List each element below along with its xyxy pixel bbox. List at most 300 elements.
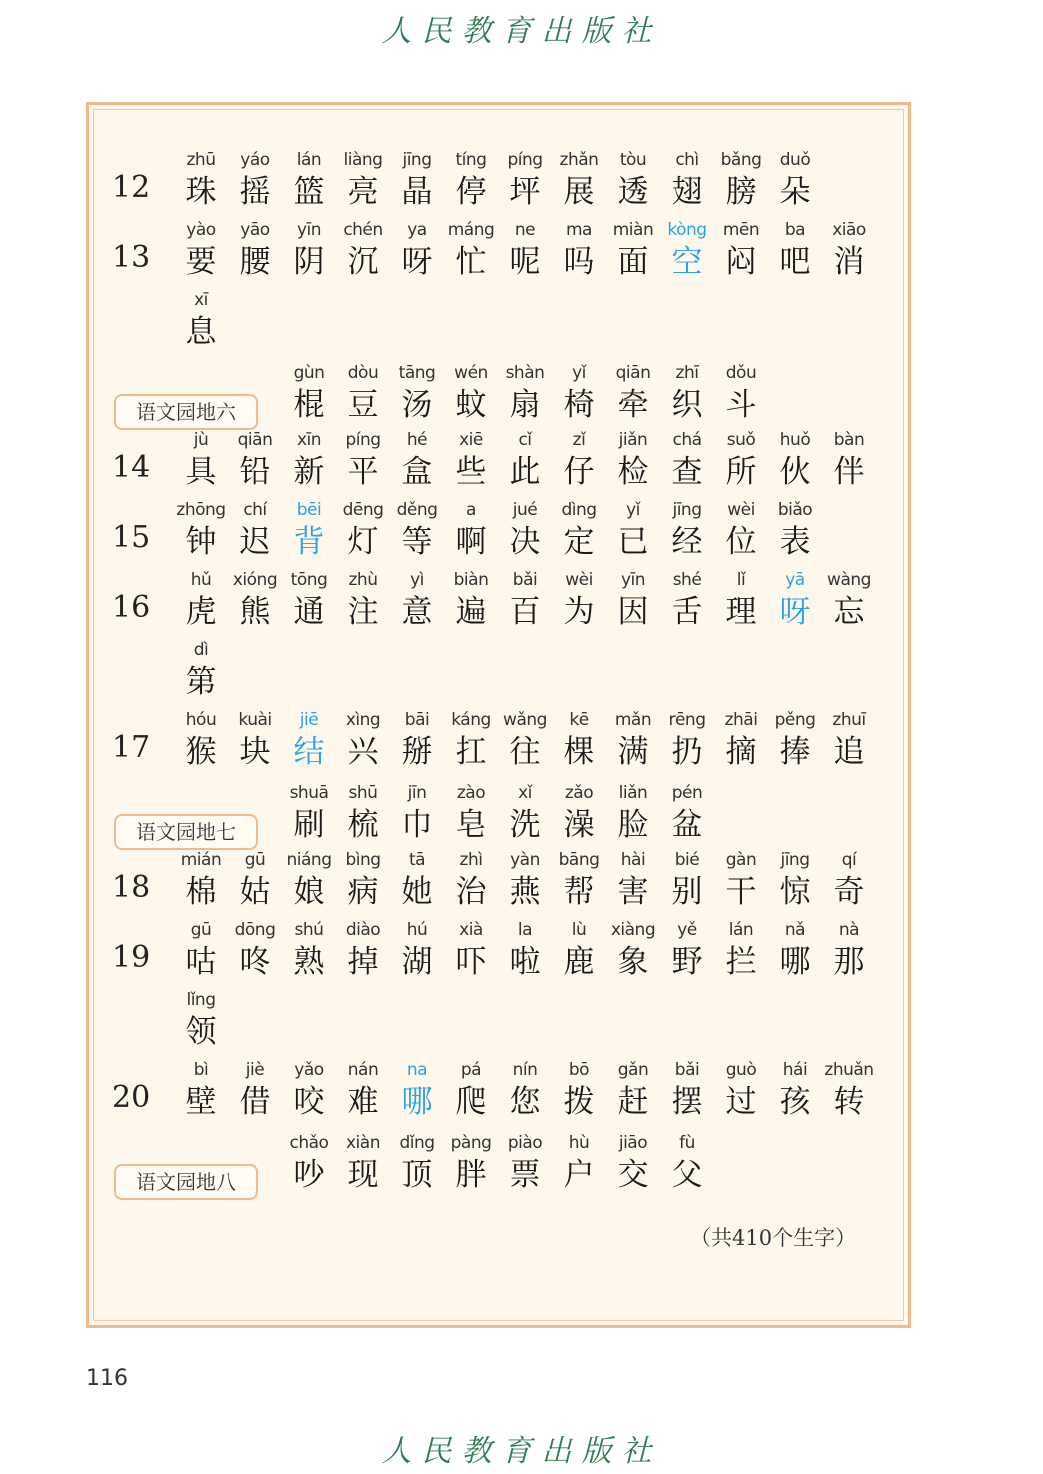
hanzi: 伙	[779, 454, 811, 490]
pinyin: ne	[514, 220, 536, 240]
char-cell	[822, 918, 876, 982]
char-cell	[228, 218, 282, 282]
pinyin: xìng	[345, 710, 381, 730]
hanzi: 咬	[293, 1084, 325, 1120]
char-cell	[336, 781, 390, 845]
pinyin: zǎo	[564, 783, 594, 803]
char-cell	[606, 218, 660, 282]
hanzi: 扛	[455, 734, 487, 770]
char-cell	[390, 568, 444, 632]
pinyin: yě	[677, 920, 697, 940]
char-cell	[714, 428, 768, 492]
char-cell	[498, 568, 552, 632]
char-cell	[714, 848, 768, 912]
char-cell	[660, 1058, 714, 1122]
hanzi: 停	[455, 174, 487, 210]
pinyin: qí	[841, 850, 857, 870]
lesson-row	[0, 848, 1043, 918]
hanzi: 块	[239, 734, 271, 770]
pinyin: wàng	[827, 570, 871, 590]
char-cell	[390, 708, 444, 772]
pinyin: diào	[345, 920, 381, 940]
hanzi: 您	[509, 1084, 541, 1120]
char-cell	[444, 361, 498, 425]
hanzi: 那	[833, 944, 865, 980]
pinyin: hǔ	[190, 570, 212, 590]
hanzi: 梳	[347, 807, 379, 843]
char-cell	[822, 1058, 876, 1122]
hanzi: 野	[671, 944, 703, 980]
char-cell	[282, 918, 336, 982]
char-cell	[282, 568, 336, 632]
char-cell	[660, 781, 714, 845]
pinyin: la	[517, 920, 533, 940]
pinyin: zhǎn	[559, 150, 599, 170]
hanzi: 阴	[293, 244, 325, 280]
char-cell	[174, 1058, 228, 1122]
hanzi: 遍	[455, 594, 487, 630]
pinyin: pàng	[450, 1133, 492, 1153]
char-cell	[552, 1131, 606, 1195]
hanzi: 拨	[563, 1084, 595, 1120]
char-cell	[606, 848, 660, 912]
char-cell	[282, 1131, 336, 1195]
pinyin: miàn	[612, 220, 654, 240]
hanzi: 娘	[293, 874, 325, 910]
hanzi: 啦	[509, 944, 541, 980]
char-cell	[498, 1058, 552, 1122]
pinyin: jiǎn	[618, 430, 648, 450]
pinyin: bāng	[558, 850, 600, 870]
char-cell	[660, 218, 714, 282]
hanzi: 摘	[725, 734, 757, 770]
pinyin: dǐng	[399, 1133, 435, 1153]
hanzi: 膀	[725, 174, 757, 210]
pinyin: máng	[447, 220, 495, 240]
char-cell	[228, 148, 282, 212]
pinyin: xǐ	[518, 783, 532, 803]
char-cell	[660, 918, 714, 982]
pinyin: nín	[512, 1060, 538, 1080]
char-cell	[606, 148, 660, 212]
pinyin: chén	[343, 220, 383, 240]
char-cell	[552, 361, 606, 425]
hanzi: 帮	[563, 874, 595, 910]
hanzi: 腰	[239, 244, 271, 280]
char-cell	[606, 708, 660, 772]
pinyin: yǐ	[626, 500, 640, 520]
pinyin: dōng	[234, 920, 276, 940]
char-cell	[768, 148, 822, 212]
hanzi: 展	[563, 174, 595, 210]
char-cell	[228, 848, 282, 912]
hanzi: 铅	[239, 454, 271, 490]
hanzi: 借	[239, 1084, 271, 1120]
hanzi: 澡	[563, 807, 595, 843]
char-cell	[714, 218, 768, 282]
pinyin: nǎ	[784, 920, 806, 940]
hanzi: 难	[347, 1084, 379, 1120]
pinyin: pěng	[774, 710, 816, 730]
char-cell	[606, 781, 660, 845]
hanzi: 忙	[455, 244, 487, 280]
char-cell	[282, 148, 336, 212]
char-cell	[714, 918, 768, 982]
pinyin: kē	[569, 710, 589, 730]
pinyin: lù	[571, 920, 587, 940]
hanzi: 透	[617, 174, 649, 210]
hanzi: 决	[509, 524, 541, 560]
pinyin: xiāo	[832, 220, 866, 240]
hanzi: 扔	[671, 734, 703, 770]
char-cell	[498, 848, 552, 912]
char-cell	[660, 498, 714, 562]
pinyin: chí	[243, 500, 267, 520]
hanzi: 顶	[401, 1157, 433, 1193]
char-cell	[660, 568, 714, 632]
pinyin: zhū	[186, 150, 216, 170]
hanzi: 背	[293, 524, 325, 560]
char-cell	[660, 1131, 714, 1195]
hanzi: 姑	[239, 874, 271, 910]
pinyin: dǒu	[725, 363, 757, 383]
pinyin: nà	[838, 920, 860, 940]
pinyin: jiāo	[618, 1133, 648, 1153]
char-cell	[606, 361, 660, 425]
pinyin: dìng	[561, 500, 597, 520]
char-cell	[174, 148, 228, 212]
pinyin: jiè	[245, 1060, 265, 1080]
pinyin: shú	[294, 920, 324, 940]
hanzi: 别	[671, 874, 703, 910]
hanzi: 转	[833, 1084, 865, 1120]
char-cell	[282, 1058, 336, 1122]
char-cell	[768, 708, 822, 772]
char-cell	[174, 568, 228, 632]
hanzi: 翅	[671, 174, 703, 210]
pinyin: qiān	[615, 363, 651, 383]
hanzi: 虎	[185, 594, 217, 630]
pinyin: niáng	[286, 850, 332, 870]
hanzi: 亮	[347, 174, 379, 210]
pinyin: shuā	[289, 783, 329, 803]
pinyin: yào	[186, 220, 216, 240]
char-cell	[768, 918, 822, 982]
hanzi: 忘	[833, 594, 865, 630]
pinyin: zhāi	[724, 710, 758, 730]
hanzi: 些	[455, 454, 487, 490]
hanzi: 惊	[779, 874, 811, 910]
pinyin: zǐ	[572, 430, 586, 450]
garden-row	[0, 361, 1043, 431]
char-cell	[336, 498, 390, 562]
pinyin: chì	[675, 150, 699, 170]
char-cell	[660, 148, 714, 212]
pinyin: bìng	[345, 850, 381, 870]
pinyin: hóu	[185, 710, 217, 730]
hanzi: 赶	[617, 1084, 649, 1120]
hanzi: 拦	[725, 944, 757, 980]
char-cell	[174, 848, 228, 912]
pinyin: píng	[345, 430, 381, 450]
char-cell	[498, 708, 552, 772]
char-cell	[174, 288, 228, 352]
hanzi: 朵	[779, 174, 811, 210]
char-cell	[444, 148, 498, 212]
hanzi: 意	[401, 594, 433, 630]
pinyin: bǎi	[674, 1060, 700, 1080]
pinyin: ya	[407, 220, 427, 240]
char-cell	[390, 848, 444, 912]
pinyin: gùn	[293, 363, 325, 383]
char-cell	[606, 428, 660, 492]
pinyin: mēn	[722, 220, 760, 240]
hanzi: 平	[347, 454, 379, 490]
lesson-row	[0, 428, 1043, 498]
pinyin: yā	[785, 570, 805, 590]
publisher-watermark-top: 人民教育出版社	[381, 14, 662, 49]
hanzi: 巾	[401, 807, 433, 843]
char-cell	[498, 218, 552, 282]
hanzi: 豆	[347, 387, 379, 423]
pinyin: lǐng	[186, 990, 216, 1010]
pinyin: yáo	[240, 150, 270, 170]
char-cell	[282, 781, 336, 845]
garden-label: 语文园地六	[114, 394, 258, 430]
pinyin: hé	[406, 430, 428, 450]
pinyin: yīn	[620, 570, 646, 590]
pinyin: liàng	[343, 150, 383, 170]
lesson-number: 15	[112, 520, 151, 555]
char-cell	[336, 1058, 390, 1122]
hanzi: 脸	[617, 807, 649, 843]
hanzi: 具	[185, 454, 217, 490]
pinyin: qiān	[237, 430, 273, 450]
hanzi: 为	[563, 594, 595, 630]
hanzi: 伴	[833, 454, 865, 490]
pinyin: xià	[459, 920, 483, 940]
hanzi: 百	[509, 594, 541, 630]
pinyin: zhù	[348, 570, 378, 590]
char-cell	[390, 428, 444, 492]
hanzi: 灯	[347, 524, 379, 560]
char-cell	[552, 918, 606, 982]
hanzi: 汤	[401, 387, 433, 423]
hanzi: 追	[833, 734, 865, 770]
char-cell	[336, 148, 390, 212]
hanzi: 哪	[401, 1084, 433, 1120]
char-cell	[390, 1131, 444, 1195]
hanzi: 舌	[671, 594, 703, 630]
hanzi: 已	[617, 524, 649, 560]
pinyin: gǎn	[617, 1060, 649, 1080]
hanzi: 棉	[185, 874, 217, 910]
hanzi: 咚	[239, 944, 271, 980]
pinyin: tōng	[290, 570, 328, 590]
char-cell	[822, 708, 876, 772]
pinyin: a	[466, 500, 476, 520]
pinyin: zhī	[675, 363, 699, 383]
pinyin: fù	[679, 1133, 695, 1153]
hanzi: 理	[725, 594, 757, 630]
pinyin: biàn	[453, 570, 489, 590]
char-cell	[714, 708, 768, 772]
char-cell	[768, 848, 822, 912]
hanzi: 经	[671, 524, 703, 560]
hanzi: 呀	[779, 594, 811, 630]
hanzi: 往	[509, 734, 541, 770]
hanzi: 掰	[401, 734, 433, 770]
char-cell	[606, 1058, 660, 1122]
hanzi: 现	[347, 1157, 379, 1193]
char-cell	[498, 1131, 552, 1195]
pinyin: bì	[193, 1060, 209, 1080]
lesson-row	[0, 148, 1043, 218]
hanzi: 晶	[401, 174, 433, 210]
pinyin: nán	[347, 1060, 379, 1080]
pinyin: jiē	[299, 710, 319, 730]
char-cell	[822, 428, 876, 492]
pinyin: yàn	[510, 850, 540, 870]
char-cell	[606, 918, 660, 982]
total-characters-note: （共410个生字）	[690, 1226, 857, 1250]
char-cell	[444, 428, 498, 492]
char-cell	[552, 568, 606, 632]
char-cell	[336, 848, 390, 912]
garden-row	[0, 781, 1043, 851]
pinyin: wén	[454, 363, 488, 383]
hanzi: 咕	[185, 944, 217, 980]
char-cell	[552, 498, 606, 562]
char-cell	[390, 498, 444, 562]
char-cell	[390, 148, 444, 212]
pinyin: jué	[512, 500, 538, 520]
pinyin: bēi	[296, 500, 322, 520]
hanzi: 新	[293, 454, 325, 490]
hanzi: 织	[671, 387, 703, 423]
pinyin: bié	[674, 850, 700, 870]
hanzi: 皂	[455, 807, 487, 843]
pinyin: xī	[194, 290, 208, 310]
hanzi: 坪	[509, 174, 541, 210]
hanzi: 空	[671, 244, 703, 280]
pinyin: gàn	[725, 850, 757, 870]
pinyin: xiàng	[610, 920, 656, 940]
hanzi: 熟	[293, 944, 325, 980]
char-cell	[390, 218, 444, 282]
pinyin: hù	[568, 1133, 590, 1153]
hanzi: 珠	[185, 174, 217, 210]
char-cell	[552, 848, 606, 912]
lesson-row	[0, 708, 1043, 778]
pinyin: rēng	[668, 710, 706, 730]
char-cell	[174, 638, 228, 702]
char-cell	[228, 568, 282, 632]
pinyin: na	[406, 1060, 428, 1080]
char-cell	[714, 361, 768, 425]
pinyin: xiē	[459, 430, 483, 450]
hanzi: 吓	[455, 944, 487, 980]
pinyin: duǒ	[779, 150, 811, 170]
publisher-watermark-bottom: 人民教育出版社	[381, 1434, 662, 1469]
char-cell	[282, 218, 336, 282]
hanzi: 要	[185, 244, 217, 280]
char-cell	[444, 1131, 498, 1195]
char-cell	[552, 218, 606, 282]
char-cell	[336, 568, 390, 632]
char-cell	[390, 361, 444, 425]
char-cell	[390, 781, 444, 845]
pinyin: jīng	[402, 150, 432, 170]
char-cell	[660, 848, 714, 912]
char-cell	[822, 568, 876, 632]
char-cell	[282, 498, 336, 562]
char-cell	[606, 1131, 660, 1195]
lesson-row	[0, 568, 1043, 638]
pinyin: jīn	[407, 783, 427, 803]
pinyin: bǎng	[720, 150, 762, 170]
pinyin: xiàn	[346, 1133, 380, 1153]
pinyin: liǎn	[618, 783, 648, 803]
pinyin: dēng	[342, 500, 384, 520]
pinyin: xīn	[296, 430, 322, 450]
pinyin: bāi	[404, 710, 430, 730]
lesson-row	[0, 988, 1043, 1058]
char-cell	[228, 428, 282, 492]
pinyin: wèi	[727, 500, 755, 520]
char-cell	[282, 361, 336, 425]
pinyin: tíng	[455, 150, 487, 170]
hanzi: 票	[509, 1157, 541, 1193]
char-cell	[552, 428, 606, 492]
hanzi: 孩	[779, 1084, 811, 1120]
char-cell	[174, 218, 228, 282]
pinyin: lán	[728, 920, 754, 940]
pinyin: suǒ	[726, 430, 756, 450]
pinyin: gū	[244, 850, 266, 870]
hanzi: 摇	[239, 174, 271, 210]
pinyin: gū	[190, 920, 212, 940]
hanzi: 斗	[725, 387, 757, 423]
hanzi: 扇	[509, 387, 541, 423]
hanzi: 此	[509, 454, 541, 490]
hanzi: 吵	[293, 1157, 325, 1193]
pinyin: piào	[507, 1133, 543, 1153]
hanzi: 闷	[725, 244, 757, 280]
char-cell	[444, 918, 498, 982]
hanzi: 呢	[509, 244, 541, 280]
hanzi: 奇	[833, 874, 865, 910]
hanzi: 象	[617, 944, 649, 980]
hanzi: 仔	[563, 454, 595, 490]
hanzi: 消	[833, 244, 865, 280]
pinyin: hài	[620, 850, 646, 870]
lesson-row	[0, 1058, 1043, 1128]
pinyin: zhōng	[176, 500, 226, 520]
hanzi: 刷	[293, 807, 325, 843]
lesson-number: 19	[112, 940, 151, 975]
pinyin: mián	[180, 850, 222, 870]
hanzi: 沉	[347, 244, 379, 280]
pinyin: zhuǎn	[824, 1060, 874, 1080]
char-cell	[498, 918, 552, 982]
hanzi: 掉	[347, 944, 379, 980]
pinyin: bō	[568, 1060, 590, 1080]
pinyin: bàn	[833, 430, 865, 450]
hanzi: 啊	[455, 524, 487, 560]
hanzi: 钟	[185, 524, 217, 560]
hanzi: 爬	[455, 1084, 487, 1120]
